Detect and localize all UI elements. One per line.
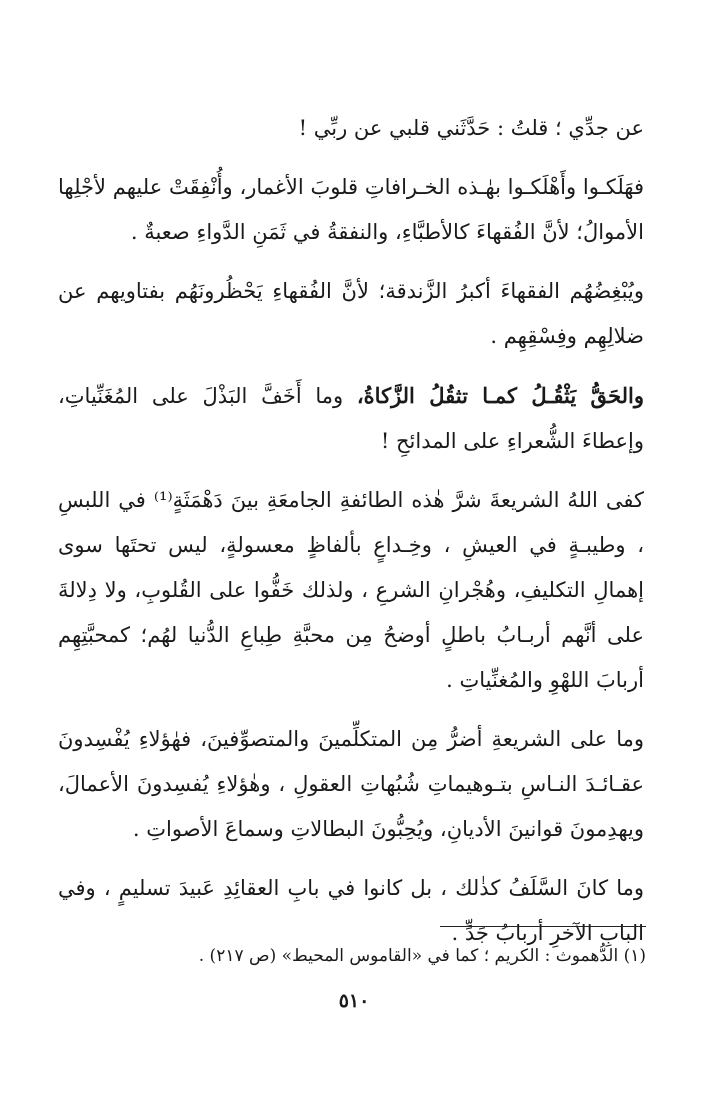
paragraph-1: عن جدِّي ؛ قلتُ : حَدَّثَني قلبي عن ربِّي ! [298,116,644,140]
paragraph-2: فهَلَكـوا وأَهْلَكـوا بهٰـذه الخـرافاتِ قلوبَ الأغمار، وأُنْفِقَتْ عليهم لأجْلِها الأموالُ؛ لأنَّ الفُقهاءَ كالأطبَّاءِ، والنفقةُ في ثَمَنِ الدَّواءِ صعبةٌ . [58,175,644,244]
paragraph-7: وما كانَ السَّلَفُ كذٰلك ، بل كانوا في بابِ العقائِدِ عَبيدَ تسليمٍ ، وفي البابِ الآخرِ أربابُ جَدٍّ . [58,876,644,945]
page-number: ٥١٠ [338,990,370,1012]
paragraph-4 [58,373,644,464]
footnote: (١) الدُّهموث : الكريم ؛ كما في «القاموس المحيط» (ص ٢١٧) . [198,946,646,966]
paragraph-4-rest: وما أَخَفَّ البَذْلَ على المُغَنِّياتِ، وإعطاءَ الشُّعراءِ على المدائحِ ! [58,384,644,453]
paragraph-5: كفى اللهُ الشريعةَ شرَّ هٰذه الطائفةِ الجامعَةِ بينَ دَهْمَثَةٍ⁽¹⁾ في اللبسِ ، وطيبـةٍ في العيشِ ، وخِـداعٍ بألفاظٍ معسولةٍ، ليس تحتَها سوى إهمالِ التكليفِ، وهُجْرانِ الشرعِ ، ولذلك خَفُّوا على القُلوبِ، ولا دِلالةَ على أنَّهم أربـابُ باطلٍ أوضحُ مِن محبَّةِ طِباعِ الدُّنيا لهُم؛ كمحبَّتِهِم أربابَ اللهْوِ والمُغنِّياتِ . [58,488,644,692]
paragraph-4-bold-lead: والحَقُّ يَثْقُـلُ كمـا تثقُلُ الزَّكاةُ، [356,383,644,408]
page-body [58,106,644,970]
footnote-divider [440,926,646,927]
paragraph-6: وما على الشريعةِ أضرُّ مِن المتكلِّمينَ والمتصوِّفينَ، فهٰؤلاءِ يُفْسِدونَ عقـائـدَ النـاسِ بتـوهيماتِ شُبُهاتِ العقولِ ، وهٰؤلاءِ يُفسِدونَ الأعمالَ، ويهدِمونَ قوانينَ الأديانِ، ويُحِبُّونَ البطالاتِ وسماعَ الأصواتِ . [58,727,644,841]
paragraph-3: ويُبْغِضُهُم الفقهاءَ أكبرُ الزَّندقة؛ لأنَّ الفُقهاءِ يَحْظُرونَهُم بفتاويهم عن ضلالِهِم وفِسْقِهِم . [58,279,644,348]
